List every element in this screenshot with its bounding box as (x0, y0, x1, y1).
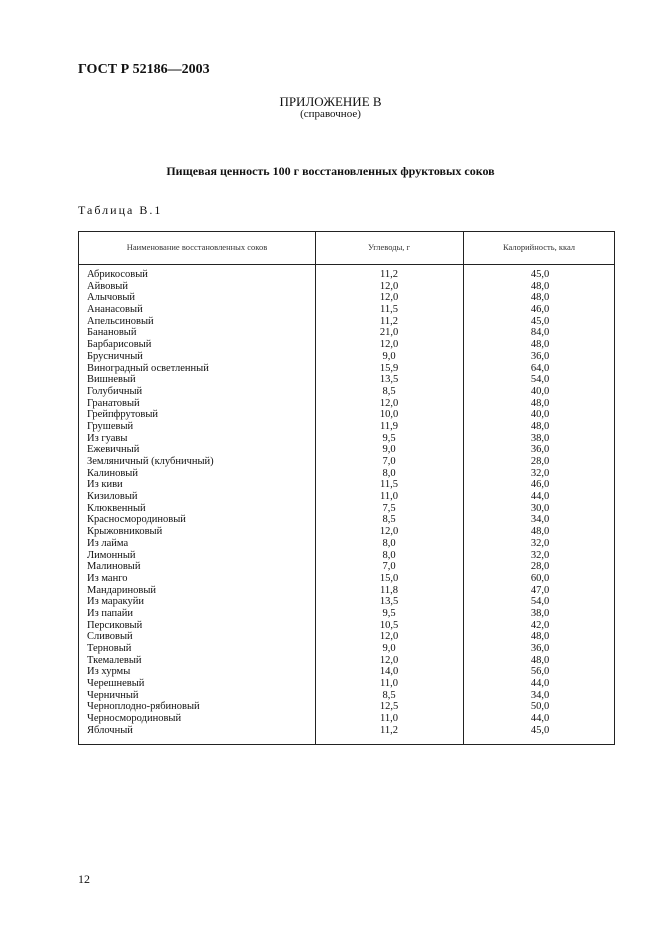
carbs-value: 11,0 (380, 491, 398, 503)
juice-name: Апельсиновый (87, 315, 154, 327)
table-row (79, 409, 614, 421)
juice-name: Черничный (87, 689, 139, 701)
juice-nutrition-table (78, 231, 615, 745)
juice-name: Абрикосовый (87, 269, 148, 280)
header-carbs: Углеводы, г (367, 242, 411, 252)
table-row (79, 421, 614, 433)
table-row (79, 725, 614, 737)
calories-value: 60,0 (530, 572, 550, 584)
calories-value: 48,0 (530, 292, 550, 304)
table-header-row (79, 232, 614, 265)
calories-value: 45,0 (530, 724, 550, 736)
table-row (79, 655, 614, 667)
calories-value: 40,0 (530, 385, 550, 397)
table-row (79, 514, 614, 526)
carbs-value: 7,5 (382, 502, 396, 514)
carbs-value: 8,5 (382, 385, 396, 397)
table-row (79, 701, 614, 713)
calories-value: 48,0 (530, 526, 550, 538)
juice-name: Сливовый (87, 631, 133, 643)
carbs-value: 9,0 (382, 643, 396, 654)
juice-name: Банановый (87, 327, 137, 339)
carbs-value: 8,0 (382, 537, 396, 549)
carbs-value: 11,5 (380, 304, 398, 316)
carbs-value: 11,2 (380, 315, 398, 327)
carbs-value: 11,9 (380, 420, 398, 432)
carbs-value: 11,5 (380, 479, 398, 491)
calories-value: 34,0 (530, 514, 550, 526)
calories-value: 44,0 (530, 678, 550, 690)
carbs-value: 12,0 (379, 292, 399, 304)
table-row (79, 608, 614, 620)
table-row (79, 351, 614, 363)
calories-value: 47,0 (530, 584, 550, 596)
carbs-value: 11,8 (380, 584, 398, 596)
table-row (79, 713, 614, 725)
header-calories: Калорийность, ккал (502, 242, 576, 252)
juice-name: Из лайма (87, 537, 129, 549)
calories-value: 36,0 (530, 444, 550, 456)
calories-value: 84,0 (530, 327, 550, 339)
carbs-value: 11,2 (380, 724, 398, 736)
juice-name: Ежевичный (87, 444, 140, 456)
table-row (79, 678, 614, 690)
table-row (79, 690, 614, 702)
table-row (79, 304, 614, 316)
calories-value: 32,0 (530, 467, 550, 479)
calories-value: 38,0 (530, 607, 550, 619)
carbs-value: 9,0 (382, 444, 396, 456)
table-row (79, 327, 614, 339)
carbs-value: 8,0 (382, 467, 396, 479)
table-row (79, 444, 614, 456)
table-row (79, 631, 614, 643)
carbs-value: 12,0 (379, 631, 399, 643)
juice-name: Ткемалевый (87, 654, 142, 666)
calories-value: 48,0 (530, 339, 550, 351)
carbs-value: 12,0 (379, 526, 399, 538)
table-row (79, 538, 614, 550)
carbs-value: 14,0 (379, 666, 399, 678)
carbs-value: 11,0 (380, 713, 398, 725)
juice-name: Из маракуйи (87, 596, 144, 608)
calories-value: 36,0 (530, 643, 550, 654)
carbs-value: 15,0 (379, 572, 399, 584)
juice-name: Айвовый (87, 280, 128, 292)
table-row (79, 643, 614, 655)
juice-name: Брусничный (87, 350, 143, 362)
juice-name: Красносмородиновый (87, 514, 186, 526)
calories-value: 50,0 (530, 701, 550, 713)
juice-name: Вишневый (87, 374, 136, 386)
carbs-value: 10,5 (379, 619, 399, 631)
carbs-value: 12,0 (379, 654, 399, 666)
carbs-value: 8,5 (382, 689, 396, 701)
calories-value: 45,0 (530, 315, 550, 327)
juice-name: Кизиловый (87, 491, 138, 503)
juice-name: Из гуавы (87, 432, 128, 444)
juice-name: Из киви (87, 479, 123, 491)
table-row (79, 339, 614, 351)
calories-value: 44,0 (530, 491, 550, 503)
table-row (79, 456, 614, 468)
juice-name: Терновый (87, 643, 132, 654)
calories-value: 46,0 (530, 304, 550, 316)
juice-name: Калиновый (87, 467, 138, 479)
table-row (79, 269, 614, 281)
juice-name: Из манго (87, 572, 128, 584)
table-row (79, 550, 614, 562)
juice-name: Черносмородиновый (87, 713, 182, 725)
carbs-value: 13,5 (379, 374, 399, 386)
table-row (79, 620, 614, 632)
calories-value: 38,0 (530, 432, 550, 444)
calories-value: 48,0 (530, 280, 550, 292)
table-row (79, 526, 614, 538)
table-row (79, 596, 614, 608)
carbs-value: 8,0 (382, 549, 396, 561)
carbs-value: 13,5 (379, 596, 399, 608)
calories-value: 32,0 (530, 549, 550, 561)
juice-name: Мандариновый (87, 584, 156, 596)
juice-name: Черешневый (87, 678, 145, 690)
table-row (79, 491, 614, 503)
calories-value: 48,0 (530, 420, 550, 432)
carbs-value: 15,9 (379, 362, 399, 374)
juice-name: Из хурмы (87, 666, 131, 678)
juice-name: Голубичный (87, 385, 143, 397)
header-name: Наименование восстановленных соков (126, 242, 268, 252)
table-row (79, 666, 614, 678)
juice-name: Черноплодно-рябиновый (87, 701, 200, 713)
juice-name: Малиновый (87, 561, 141, 573)
juice-name: Барбарисовый (87, 339, 152, 351)
carbs-value: 9,5 (382, 607, 396, 619)
table-row (79, 281, 614, 293)
table-row (79, 561, 614, 573)
juice-name: Из папайи (87, 607, 134, 619)
table-row (79, 386, 614, 398)
juice-name: Земляничный (клубничный) (87, 456, 214, 467)
calories-value: 54,0 (530, 596, 550, 608)
carbs-value: 9,0 (382, 350, 396, 362)
table-label: Таблица В.1 (78, 203, 163, 217)
page-number: 12 (78, 872, 90, 886)
table-row (79, 398, 614, 410)
table-row (79, 468, 614, 480)
calories-value: 45,0 (530, 269, 550, 280)
section-title: Пищевая ценность 100 г восстановленных фруктовых соков (166, 164, 495, 178)
calories-value: 28,0 (530, 456, 550, 467)
table-row (79, 363, 614, 375)
table-row (79, 316, 614, 328)
juice-name: Грейпфрутовый (87, 409, 159, 421)
calories-value: 56,0 (530, 666, 550, 678)
juice-name: Клюквенный (87, 502, 146, 514)
calories-value: 46,0 (530, 479, 550, 491)
carbs-value: 11,2 (380, 269, 398, 280)
calories-value: 48,0 (530, 397, 550, 409)
table-row (79, 479, 614, 491)
calories-value: 30,0 (530, 502, 550, 514)
juice-name: Яблочный (87, 724, 133, 736)
juice-name: Гранатовый (87, 397, 140, 409)
juice-name: Ананасовый (87, 304, 143, 316)
carbs-value: 12,0 (379, 397, 399, 409)
table-row (79, 433, 614, 445)
carbs-value: 7,0 (382, 561, 396, 573)
juice-name: Грушевый (87, 420, 134, 432)
calories-value: 32,0 (530, 537, 550, 549)
table-row (79, 292, 614, 304)
juice-name: Крыжовниковый (87, 526, 163, 538)
appendix-title: ПРИЛОЖЕНИЕ В (279, 94, 382, 109)
carbs-value: 7,0 (382, 456, 396, 467)
carbs-value: 11,0 (380, 678, 398, 690)
calories-value: 44,0 (530, 713, 550, 725)
table-row (79, 503, 614, 515)
document-code: ГОСТ Р 52186—2003 (78, 62, 210, 77)
juice-name: Лимонный (87, 549, 136, 561)
carbs-value: 21,0 (379, 327, 399, 339)
calories-value: 64,0 (530, 362, 550, 374)
calories-value: 36,0 (530, 350, 550, 362)
calories-value: 28,0 (530, 561, 550, 573)
carbs-value: 12,5 (379, 701, 399, 713)
calories-value: 54,0 (530, 374, 550, 386)
juice-name: Персиковый (87, 619, 143, 631)
carbs-value: 8,5 (382, 514, 396, 526)
calories-value: 34,0 (530, 689, 550, 701)
juice-name: Алычовый (87, 292, 136, 304)
table-body (79, 269, 614, 737)
calories-value: 48,0 (530, 654, 550, 666)
carbs-value: 12,0 (379, 280, 399, 292)
table-row (79, 585, 614, 597)
calories-value: 48,0 (530, 631, 550, 643)
carbs-value: 10,0 (379, 409, 399, 421)
carbs-value: 9,5 (382, 432, 396, 444)
carbs-value: 12,0 (379, 339, 399, 351)
table-row (79, 374, 614, 386)
table-row (79, 573, 614, 585)
calories-value: 42,0 (530, 619, 550, 631)
juice-name: Виноградный осветленный (87, 362, 209, 374)
appendix-subtitle: (справочное) (300, 108, 361, 120)
calories-value: 40,0 (530, 409, 550, 421)
